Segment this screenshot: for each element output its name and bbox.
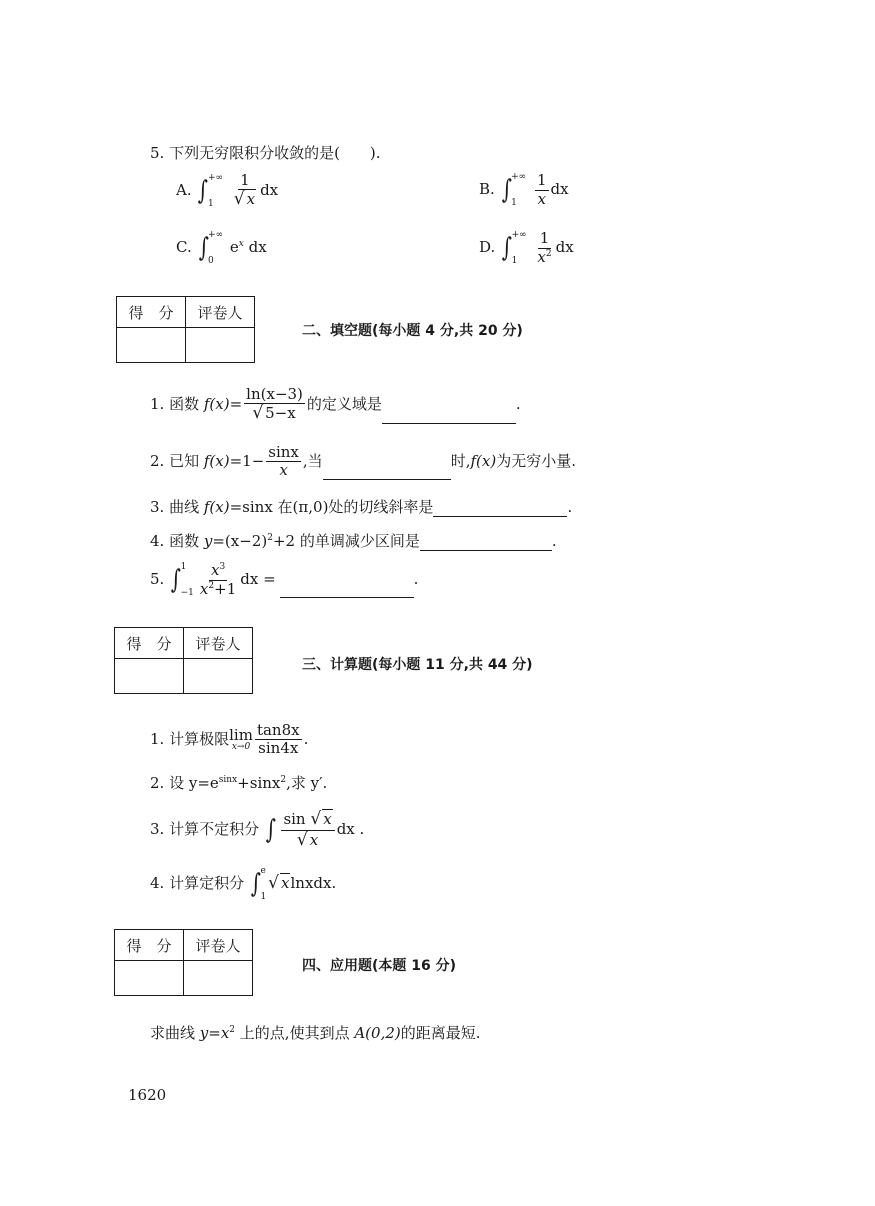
score-cell[interactable] bbox=[115, 961, 184, 996]
grader-label: 评卷人 bbox=[186, 297, 255, 328]
fill-item-2: 2. 已知 f(x)=1− $\frac{\sin x}{x}$ ,当 时,f(x)为无穷小量. bbox=[150, 443, 576, 480]
calc-item-2: 2. 设 $y=e^{sinx}+\sin x^2$,求 y′. bbox=[150, 774, 328, 792]
answer-blank[interactable] bbox=[433, 502, 567, 517]
grader-label: 评卷人 bbox=[184, 628, 253, 659]
fill-item-4: 4. 函数 $y=(x-2)^2+2$ 的单调减少区间是 . bbox=[150, 532, 557, 550]
section-title: 三、计算题(每小题 11 分,共 44 分) bbox=[302, 657, 533, 673]
integral-sign: ∫ +∞ 1 bbox=[198, 172, 223, 209]
application-question: 求曲线 $y=x^2$ 上的点,使其到点 A(0,2)的距离最短. bbox=[150, 1024, 481, 1042]
score-label: 得 分 bbox=[115, 628, 184, 659]
integral-sign: ∫ +∞ 1 bbox=[501, 230, 527, 266]
calc-item-4: 4. 计算定积分 ∫ e 1 √ xlnxdx. bbox=[150, 866, 337, 902]
grader-cell[interactable] bbox=[184, 659, 253, 694]
integral-sign: ∫ e 1 bbox=[250, 866, 267, 902]
fill-item-3: 3. 曲线 f(x)=sinx 在(π,0)处的切线斜率是 . bbox=[150, 498, 573, 516]
q5-stem: 5. 下列无穷限积分收敛的是( ). bbox=[150, 144, 381, 162]
grader-cell[interactable] bbox=[186, 328, 255, 363]
q5-option-b: B. ∫ +∞ 1 $\frac{1}{x}$ dx bbox=[479, 171, 569, 208]
grader-cell[interactable] bbox=[184, 961, 253, 996]
answer-blank[interactable] bbox=[280, 583, 414, 598]
integral-sign: ∫ 1 −1 bbox=[170, 562, 194, 598]
score-cell[interactable] bbox=[117, 328, 186, 363]
score-label: 得 分 bbox=[117, 297, 186, 328]
section-title: 二、填空题(每小题 4 分,共 20 分) bbox=[302, 323, 523, 339]
grader-label: 评卷人 bbox=[184, 930, 253, 961]
calc-item-3: 3. 计算不定积分 ∫ $\frac{\sin √ x}{√ x}$ dx . bbox=[150, 809, 365, 850]
q5-option-d: D. ∫ +∞ 1 $\frac{1}{x^2}$ dx bbox=[479, 229, 574, 266]
page-number: 1620 bbox=[128, 1086, 167, 1104]
answer-blank[interactable] bbox=[323, 465, 451, 480]
integral-sign: ∫ +∞ 1 bbox=[501, 172, 527, 208]
q5-option-a: A. ∫ +∞ 1 $\frac{1}{√ x}$ dx bbox=[176, 171, 279, 210]
score-label: 得 分 bbox=[115, 930, 184, 961]
answer-blank[interactable] bbox=[420, 536, 552, 551]
section-title: 四、应用题(本题 16 分) bbox=[302, 958, 457, 974]
score-cell[interactable] bbox=[115, 659, 184, 694]
answer-blank[interactable] bbox=[382, 409, 516, 424]
score-box bbox=[114, 929, 253, 996]
score-box bbox=[116, 296, 255, 363]
q5-option-c: C. ∫ +∞ 0 $e^x$ dx bbox=[176, 230, 267, 266]
fill-item-1: 1. 函数 f(x)= $\frac{\ln(x-3)}{√ 5-x}$ 的定义域是 . bbox=[150, 385, 521, 424]
score-box bbox=[114, 627, 253, 694]
integral-sign: ∫ +∞ 0 bbox=[198, 230, 224, 266]
calc-item-1: 1. 计算极限 lim x→0 $\frac{\tan 8x}{\sin 4x}$ . bbox=[150, 721, 309, 758]
integral-sign: ∫ bbox=[265, 815, 276, 846]
fill-item-5: 5. ∫ 1 −1 $\frac{x^3}{x^2+1}$ dx = . bbox=[150, 561, 419, 598]
